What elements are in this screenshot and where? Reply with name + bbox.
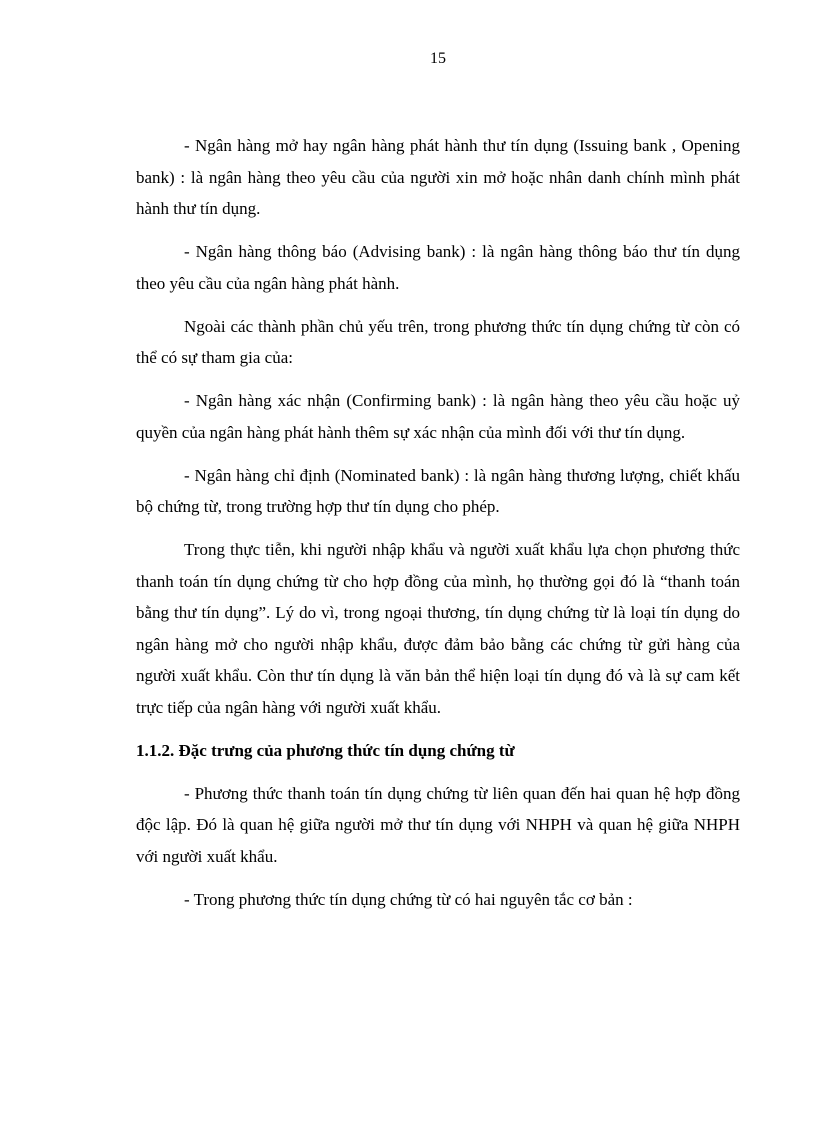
section-heading: 1.1.2. Đặc trưng của phương thức tín dụng chứng từ <box>136 740 515 760</box>
paragraph-other-parties: Ngoài các thành phần chủ yếu trên, trong phương thức tín dụng chứng từ còn có thể có sự tham gia của: <box>136 316 740 367</box>
document-body <box>136 130 740 927</box>
paragraph-principles: - Trong phương thức tín dụng chứng từ có hai nguyên tắc cơ bản : <box>184 889 633 909</box>
paragraph-issuing-bank: - Ngân hàng mở hay ngân hàng phát hành thư tín dụng (Issuing bank , Opening bank) : là ngân hàng theo yêu cầu của người xin mở hoặc nhân danh chính mình phát hành thư tín dụng. <box>136 136 740 218</box>
paragraph-confirming-bank: - Ngân hàng xác nhận (Confirming bank) : là ngân hàng theo yêu cầu hoặc uỷ quyền của ngân hàng phát hành thêm sự xác nhận của mình đối với thư tín dụng. <box>136 391 740 442</box>
page-number: 15 <box>430 50 446 67</box>
paragraph-nominated-bank: - Ngân hàng chỉ định (Nominated bank) : là ngân hàng thương lượng, chiết khấu bộ chứng từ, trong trường hợp thư tín dụng cho phép. <box>136 465 740 516</box>
paragraph-relations: - Phương thức thanh toán tín dụng chứng từ liên quan đến hai quan hệ hợp đồng độc lập. Đó là quan hệ giữa người mở thư tín dụng với NHPH và quan hệ giữa NHPH với người xuất khẩu. <box>136 783 740 866</box>
paragraph-advising-bank: - Ngân hàng thông báo (Advising bank) : là ngân hàng thông báo thư tín dụng theo yêu cầu của ngân hàng phát hành. <box>136 242 740 293</box>
paragraph-practice: Trong thực tiễn, khi người nhập khẩu và người xuất khẩu lựa chọn phương thức thanh toán tín dụng chứng từ cho hợp đồng của mình, họ thường gọi đó là “thanh toán bằng thư tín dụng”. Lý do vì, trong ngoại thương, tín dụng chứng từ là loại tín dụng do ngân hàng mở cho người nhập khẩu, được đảm bảo bằng các chứng từ gửi hàng của người xuất khẩu. Còn thư tín dụng là văn bản thể hiện loại tín dụng đó và là sự cam kết trực tiếp của ngân hàng với người xuất khẩu. <box>136 540 740 717</box>
